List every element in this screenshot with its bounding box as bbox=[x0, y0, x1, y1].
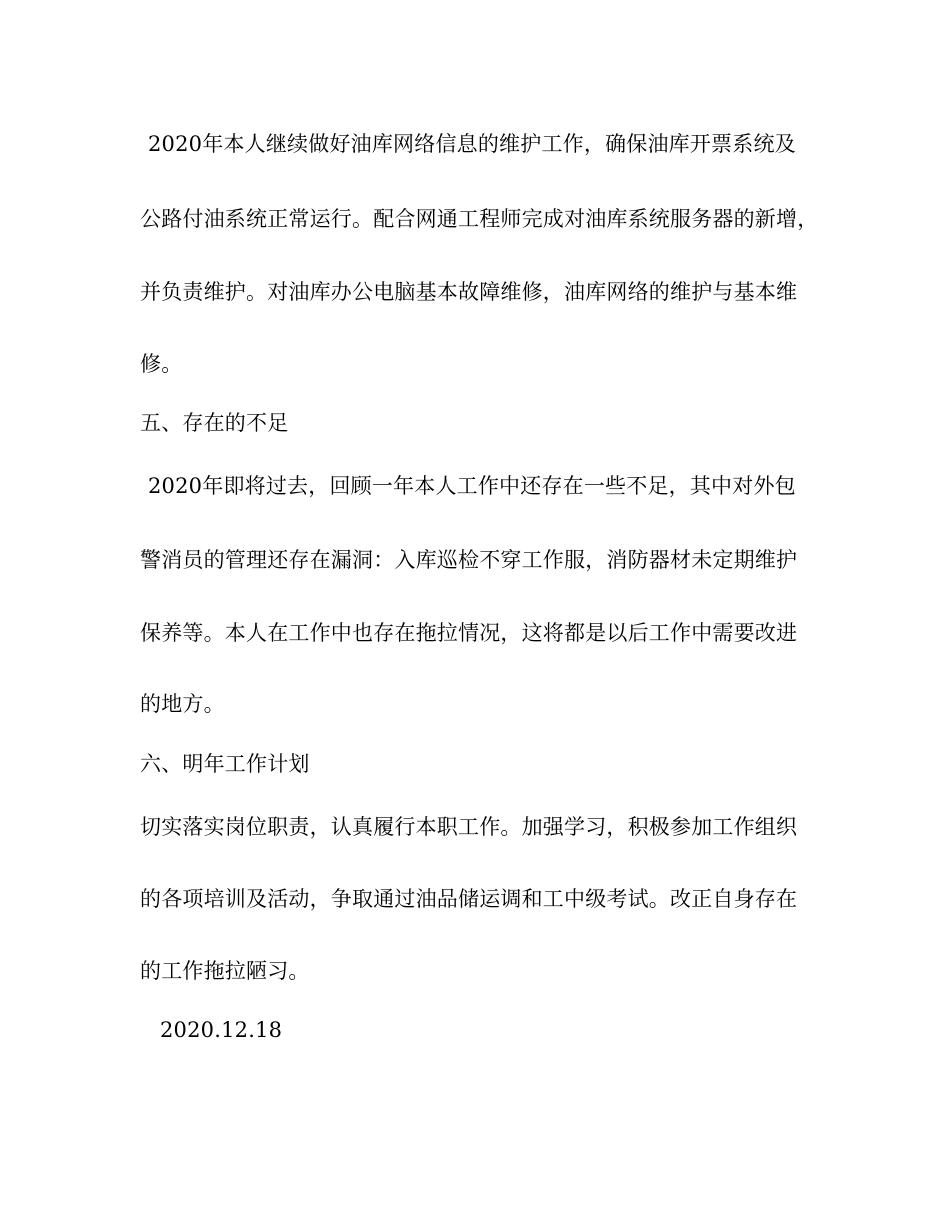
paragraph-line: 的工作拖拉陋习。 bbox=[140, 959, 310, 983]
paragraph-line: 保养等。本人在工作中也存在拖拉情况，这将都是以后工作中需要改进 bbox=[140, 621, 798, 645]
document-date: 2020.12.18 bbox=[160, 1018, 283, 1042]
paragraph-line: 修。 bbox=[140, 352, 183, 376]
paragraph-line: 切实落实岗位职责，认真履行本职工作。加强学习，积极参加工作组织 bbox=[140, 815, 798, 839]
section-heading: 五、存在的不足 bbox=[140, 411, 289, 435]
paragraph-line: 的地方。 bbox=[140, 692, 225, 716]
paragraph-line: 警消员的管理还存在漏洞：入库巡检不穿工作服，消防器材未定期维护 bbox=[140, 548, 798, 572]
section-heading: 六、明年工作计划 bbox=[140, 752, 310, 776]
paragraph-line: 2020年即将过去，回顾一年本人工作中还存在一些不足，其中对外包 bbox=[148, 474, 796, 498]
paragraph-line: 的各项培训及活动，争取通过油品储运调和工中级考试。改正自身存在 bbox=[140, 887, 798, 911]
paragraph-line: 公路付油系统正常运行。配合网通工程师完成对油库系统服务器的新增， bbox=[140, 207, 819, 231]
paragraph-line: 并负责维护。对油库办公电脑基本故障维修，油库网络的维护与基本维 bbox=[140, 280, 798, 304]
paragraph-line: 2020年本人继续做好油库网络信息的维护工作，确保油库开票系统及 bbox=[148, 132, 796, 156]
